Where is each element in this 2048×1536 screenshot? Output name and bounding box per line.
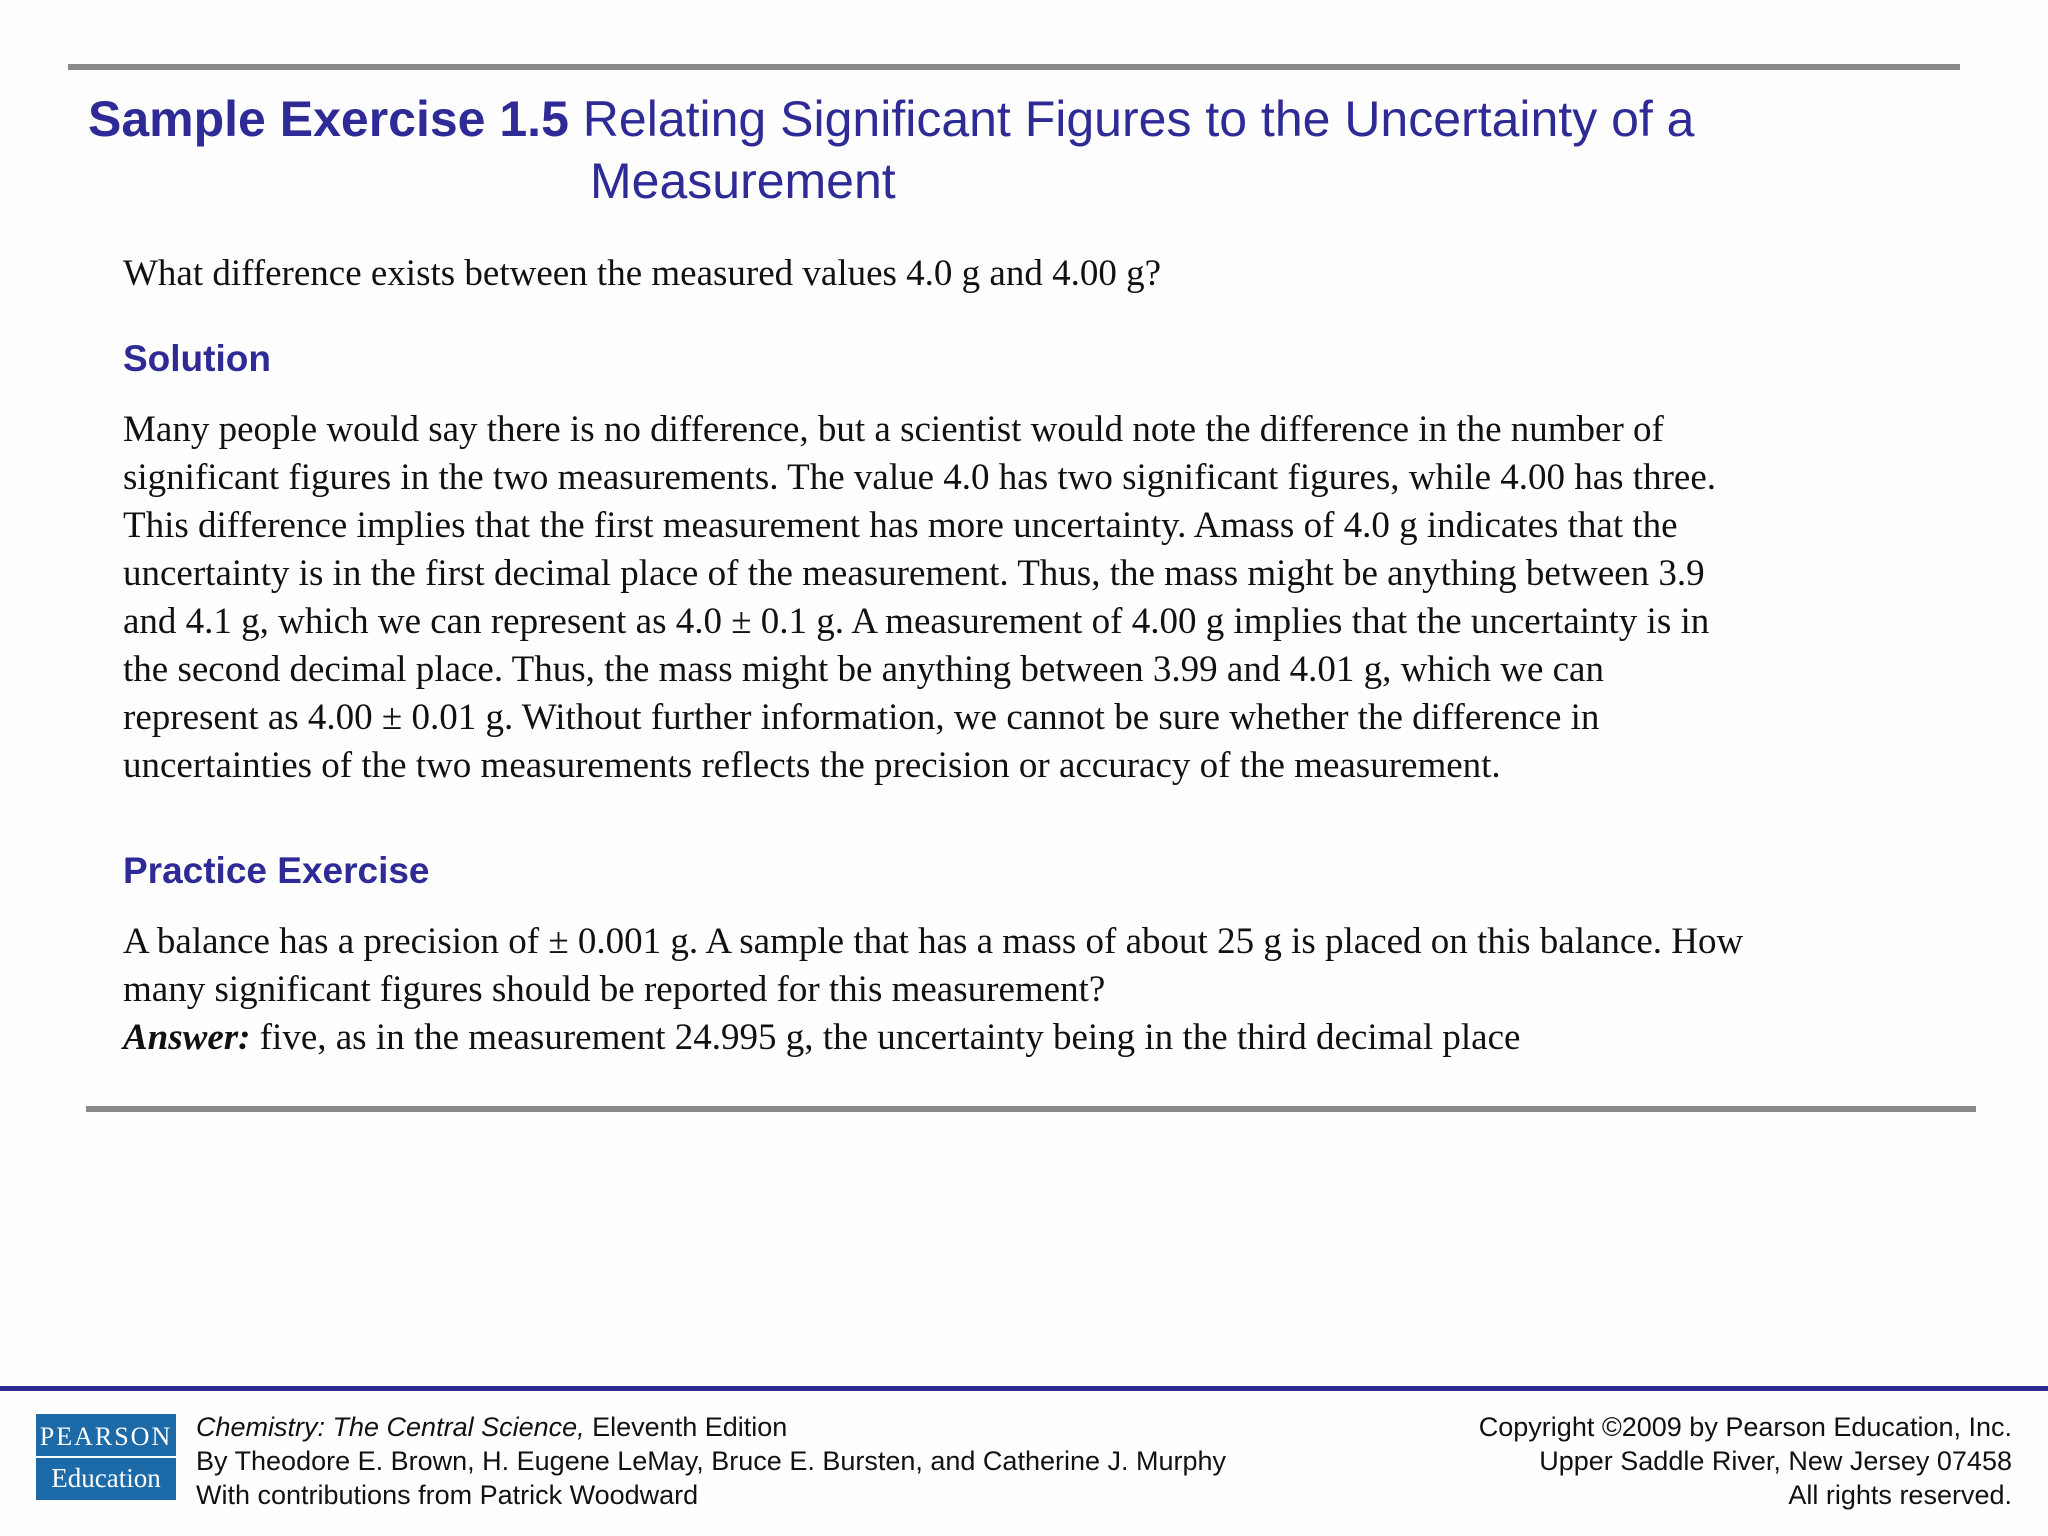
solution-line: the second decimal place. Thus, the mass might be anything between 3.99 and 4.01 g, which we can xyxy=(123,649,1604,690)
title-text-line2: Measurement xyxy=(590,153,896,209)
copyright-line: Copyright ©2009 by Pearson Education, Inc. xyxy=(1478,1412,2012,1442)
bottom-divider xyxy=(86,1106,1976,1112)
solution-line: represent as 4.00 ± 0.01 g. Without further information, we cannot be sure whether the difference in xyxy=(123,697,1600,738)
practice-line: A balance has a precision of ± 0.001 g. A sample that has a mass of about 25 g is placed on this balance. How xyxy=(123,921,1744,962)
footer-divider xyxy=(0,1386,2048,1391)
book-edition: Eleventh Edition xyxy=(584,1412,788,1442)
copyright-notice xyxy=(1479,1410,2012,1512)
rights-line: All rights reserved. xyxy=(1788,1480,2012,1510)
solution-paragraph xyxy=(123,406,1716,790)
title-text-line1: Relating Significant Figures to the Uncertainty of a xyxy=(582,91,1695,147)
book-title: Chemistry: The Central Science, xyxy=(196,1412,585,1442)
solution-line: and 4.1 g, which we can represent as 4.0 ± 0.1 g. A measurement of 4.00 g implies that the uncertainty is in xyxy=(123,601,1710,642)
logo-bottom-text: Education xyxy=(51,1463,161,1493)
solution-line: significant figures in the two measurements. The value 4.0 has two significant figures, while 4.00 has three. xyxy=(123,457,1717,498)
solution-line: uncertainty is in the first decimal place of the measurement. Thus, the mass might be anything between 3.9 xyxy=(123,553,1705,594)
solution-heading: Solution xyxy=(123,338,271,379)
practice-heading: Practice Exercise xyxy=(123,850,430,891)
practice-line: many significant figures should be reported for this measurement? xyxy=(123,969,1106,1010)
solution-line: Many people would say there is no difference, but a scientist would note the difference in the number of xyxy=(123,409,1664,450)
solution-line: This difference implies that the first measurement has more uncertainty. Amass of 4.0 g indicates that the xyxy=(123,505,1678,546)
exercise-label: Sample Exercise 1.5 xyxy=(88,91,569,147)
top-divider xyxy=(68,64,1960,70)
address-line: Upper Saddle River, New Jersey 07458 xyxy=(1539,1446,2012,1476)
answer-label: Answer: xyxy=(123,1017,251,1058)
page-title xyxy=(88,88,1695,209)
solution-line: uncertainties of the two measurements reflects the precision or accuracy of the measurement. xyxy=(123,745,1501,786)
question-text: What difference exists between the measured values 4.0 g and 4.00 g? xyxy=(123,253,1162,294)
book-credits xyxy=(196,1410,1226,1512)
logo-top-text: PEARSON xyxy=(39,1422,173,1451)
pearson-education-logo xyxy=(36,1414,176,1500)
book-authors: By Theodore E. Brown, H. Eugene LeMay, Bruce E. Bursten, and Catherine J. Murphy xyxy=(196,1446,1227,1476)
practice-paragraph xyxy=(123,918,1743,1062)
answer-text: five, as in the measurement 24.995 g, the uncertainty being in the third decimal place xyxy=(250,1017,1521,1058)
book-contributions: With contributions from Patrick Woodward xyxy=(196,1480,699,1510)
answer-line xyxy=(123,1014,1743,1062)
book-title-line xyxy=(196,1410,1226,1444)
